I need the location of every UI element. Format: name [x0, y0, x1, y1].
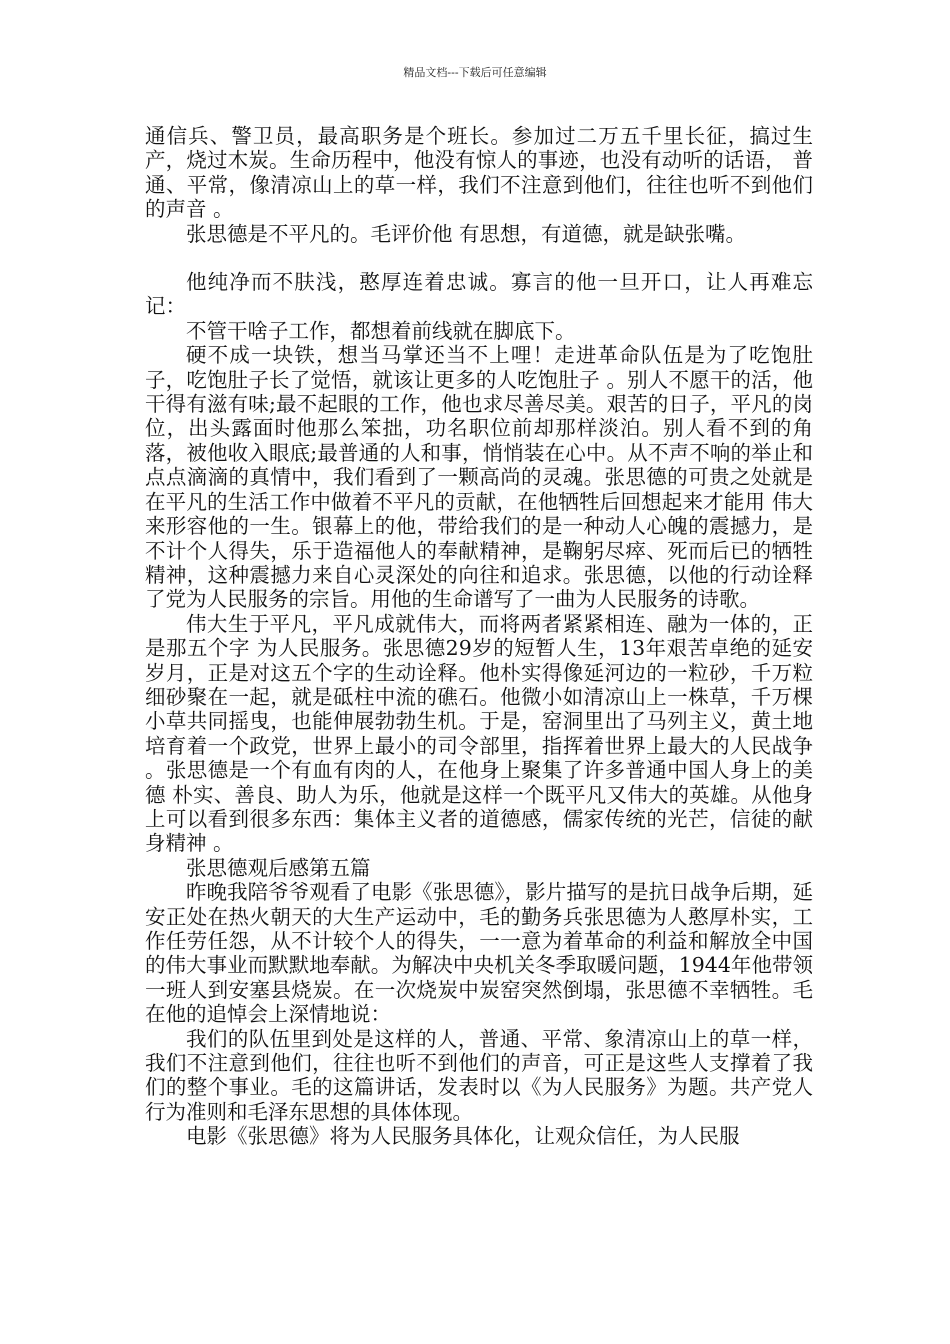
- paragraph-5: 硬不成一块铁，想当马掌还当不上哩！走进革命队伍是为了吃饱肚子，吃饱肚子长了觉悟，就该让更多的人吃饱肚子 。别人不愿干的活，他干得有滋有味;最不起眼的工作，他也求尽善尽美。艰苦的日子，平凡的岗位，出头露面时他那么笨拙，功名职位前却那样淡泊。别人看不到的角落，被他收入眼底;最普通的人和事，悄悄装在心中。从不声不响的举止和点点滴滴的真情中，我们看到了一颗高尚的灵魂。张思德的可贵之处就是在平凡的生活工作中做着不平凡的贡献，在他牺牲后回想起来才能用 伟大 来形容他的一生。银幕上的他，带给我们的是一种动人心魄的震撼力，是不计个人得失，乐于造福他人的奉献精神，是鞠躬尽瘁、死而后已的牺牲精神，这种震撼力来自心灵深处的向往和追求。张思德，以他的行动诠释了党为人民服务的宗旨。用他的生命谱写了一曲为人民服务的诗歌。: [145, 343, 813, 612]
- paragraph-1: 通信兵、警卫员，最高职务是个班长。参加过二万五千里长征，搞过生产，烧过木炭。生命历程中，他没有惊人的事迹，也没有动听的话语， 普通、平常，像清凉山上的草一样，我们不注意到他们，往往也听不到他们的声音 。: [145, 124, 813, 222]
- paragraph-6: 伟大生于平凡，平凡成就伟大，而将两者紧紧相连、融为一体的，正是那五个字 为人民服务。张思德29岁的短暂人生，13年艰苦卓绝的延安岁月，正是对这五个字的生动诠释。他朴实得像延河边的一粒砂，千万粒细砂聚在一起，就是砥柱中流的礁石。他微小如清凉山上一株草，千万棵小草共同摇曳，也能伸展勃勃生机。于是，窑洞里出了马列主义，黄土地培育着一个政党，世界上最小的司令部里，指挥着世界上最大的人民战争 。张思德是一个有血有肉的人，在他身上聚集了许多普通中国人身上的美德 朴实、善良、助人为乐，他就是这样一个既平凡又伟大的英雄。从他身上可以看到很多东西：集体主义者的道德感，儒家传统的光芒，信徒的献身精神 。: [145, 611, 813, 856]
- paragraph-4: 不管干啥子工作，都想着前线就在脚底下。: [186, 318, 576, 343]
- paragraph-8: 我们的队伍里到处是这样的人，普通、平常、象清凉山上的草一样，我们不注意到他们，往往也听不到他们的声音，可正是这些人支撑着了我们的整个事业。毛的这篇讲话，发表时以《为人民服务》为题。共产党人行为准则和毛泽东思想的具体体现。: [145, 1026, 813, 1124]
- paragraph-9: 电影《张思德》将为人民服务具体化，让观众信任，为人民服: [186, 1124, 740, 1149]
- paragraph-3: 他纯净而不肤浅，憨厚连着忠诚。寡言的他一旦开口，让人再难忘记：: [145, 270, 813, 319]
- paragraph-gap: [145, 246, 813, 270]
- paragraph-2: 张思德是不平凡的。毛评价他 有思想，有道德，就是缺张嘴。: [186, 221, 747, 246]
- page-header: 精品文档---下载后可任意编辑: [403, 66, 547, 79]
- document-body: [145, 124, 813, 1149]
- paragraph-7: 昨晚我陪爷爷观看了电影《张思德》，影片描写的是抗日战争后期，延安正处在热火朝天的大生产运动中，毛的勤务兵张思德为人憨厚朴实，工作任劳任怨，从不计较个人的得失，一一意为着革命的利益和解放全中国的伟大事业而默默地奉献。为解决中央机关冬季取暖问题，1944年他带领一班人到安塞县烧炭。在一次烧炭中炭窑突然倒塌，张思德不幸牺牲。毛在他的追悼会上深情地说：: [145, 880, 813, 1027]
- section-heading: 张思德观后感第五篇: [186, 855, 371, 880]
